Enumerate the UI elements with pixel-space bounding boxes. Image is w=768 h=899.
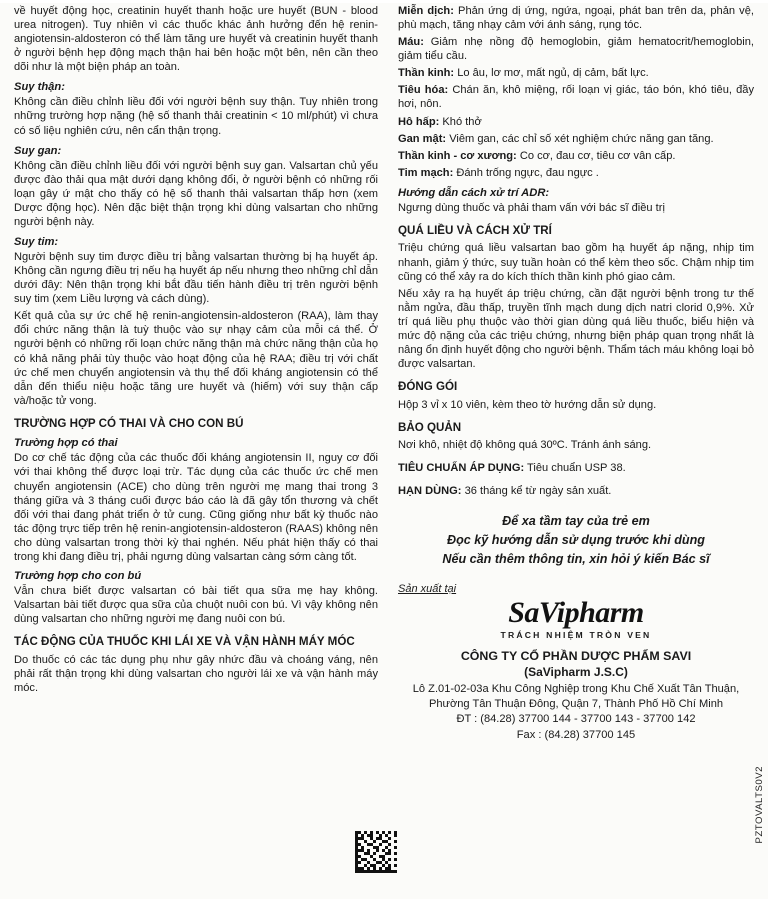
heading-breastfeeding: Trường hợp cho con bú	[14, 569, 142, 582]
adr-text-respiratory: Khó thở	[442, 115, 482, 128]
paragraph-suy-gan: Không cần điều chỉnh liều đối với người bệnh suy gan. Valsartan chủ yếu được đào thải qua mật dưới dạng không đổi, ở người bệnh có những rối loạn gây ứ mật cho thấy có hệ số thanh thải valsartan thấp hơn (xem Dược động học). Nên đặc biệt thận trọng khi dùng valsartan cho những người bệnh này.	[14, 159, 378, 228]
adr-label-musculoskeletal: Thần kinh - cơ xương:	[398, 149, 517, 162]
standard-label: TIÊU CHUẨN ÁP DỤNG:	[398, 462, 525, 475]
adr-label-hepatobiliary: Gan mật:	[398, 132, 447, 145]
warning-read-instructions: Đọc kỹ hướng dẫn sử dụng trước khi dùng	[447, 533, 705, 548]
company-name: CÔNG TY CỔ PHẦN DƯỢC PHẨM SAVI	[460, 648, 692, 663]
made-in-label: Sản xuất tại	[398, 583, 457, 596]
heading-suy-gan: Suy gan:	[14, 144, 62, 157]
company-address	[398, 682, 754, 743]
paragraph-overdose-1: Triệu chứng quá liều valsartan bao gồm hạ huyết áp nặng, nhịp tim nhanh, giảm ý thức, suy tuần hoàn có thể kèm theo sốc. Chậm nhịp tim cũng có thể xảy ra do kích thích thần kinh phó giao cảm.	[398, 242, 754, 283]
adr-text-immune: Phản ứng dị ứng, ngứa, ngoại, phát ban trên da, phản vệ, phù mạch, tăng nhạy cảm với ánh sáng, rụng tóc.	[398, 5, 754, 32]
fax-line: Fax : (84.28) 37700 145	[516, 728, 636, 741]
heading-driving-machinery: TÁC ĐỘNG CỦA THUỐC KHI LÁI XE VÀ VẬN HÀNH MÁY MÓC	[14, 635, 355, 649]
adr-item-nervous	[398, 66, 754, 80]
adr-text-musculoskeletal: Co cơ, đau cơ, tiêu cơ vân cấp.	[519, 149, 676, 162]
warning-ask-doctor: Nếu cần thêm thông tin, xin hỏi ý kiến Bác sĩ	[442, 552, 710, 567]
paragraph-driving-machinery: Do thuốc có các tác dụng phụ như gây nhức đầu và choáng váng, nên phải rất thận trọng khi dùng valsartan cho người lái xe và vận hành máy móc.	[14, 653, 378, 694]
adr-item-digestive	[398, 83, 754, 111]
adr-text-blood: Giảm nhẹ nồng độ hemoglobin, giảm hematocrit/hemoglobin, giảm tiểu cầu.	[398, 36, 754, 63]
adr-text-digestive: Chán ăn, khô miệng, rối loạn vị giác, táo bón, khó tiêu, đầy hơi, nôn.	[398, 84, 754, 111]
left-column	[14, 4, 388, 899]
heading-pregnancy-breastfeeding: TRƯỜNG HỢP CÓ THAI VÀ CHO CON BÚ	[14, 416, 244, 430]
adr-item-cardiac	[398, 166, 754, 180]
heading-suy-than: Suy thận:	[14, 81, 65, 94]
paragraph-overdose-2: Nếu xảy ra hạ huyết áp triệu chứng, cần đặt người bệnh trong tư thế nằm ngửa, đầu thấp, truyền tĩnh mạch dung dịch natri clorid 0,9%. Xử trí quá liều phụ thuộc vào thời gian dùng quá liều thuốc, biểu hiện và mức độ nặng của các triệu chứng, nhưng biện pháp quan trọng nhất là nâng ổn định huyết động cho người bệnh. Thẩm tách máu không loại bỏ được valsartan.	[398, 287, 754, 371]
heading-storage: BẢO QUẢN	[398, 420, 462, 434]
adr-text-nervous: Lo âu, lơ mơ, mất ngủ, dị cảm, bất lực.	[457, 67, 649, 80]
adr-item-hepatobiliary	[398, 132, 754, 146]
paragraph-suy-tim-2: Kết quả của sự ức chế hệ renin-angiotensin-aldosteron (RAA), làm thay đổi chức năng thận là tuỳ thuộc vào sự nhạy cảm của mỗi cá thể. Ở người bệnh có những rối loạn chức năng thận mà chức năng thận của họ có khả năng phải tùy thuộc vào hoạt động của hệ RAA; điều trị với chất ức chế men chuyển angiotensin và thụ thể đối kháng angiotensin có thể dẫn đến thiểu niệu hoặc tăng ure huyết và (hiếm) với suy thận cấp và/hoặc tử vong.	[14, 310, 378, 407]
paragraph-packaging: Hộp 3 vỉ x 10 viên, kèm theo tờ hướng dẫn sử dụng.	[398, 398, 657, 411]
adr-item-immune	[398, 4, 754, 32]
paragraph-breastfeeding: Vẫn chưa biết được valsartan có bài tiết qua sữa mẹ hay không. Valsartan bài tiết được qua sữa của chuột nuôi con bú. Vì vậy không nên dùng valsartan cho những người mẹ đang nuôi con bú.	[14, 584, 378, 626]
adr-text-cardiac: Đánh trống ngực, đau ngực .	[456, 166, 599, 179]
address-line-2: Phường Tân Thuận Đông, Quận 7, Thành Phố Hồ Chí Minh	[428, 698, 724, 710]
company-name-en: (SaVipharm J.S.C)	[524, 664, 628, 679]
adr-label-nervous: Thần kinh:	[398, 67, 455, 80]
right-column	[388, 4, 754, 899]
paragraph-adr-management: Ngưng dùng thuốc và phải tham vấn với bác sĩ điều trị	[398, 201, 665, 214]
adr-label-cardiac: Tim mạch:	[398, 166, 454, 179]
company-logo	[398, 597, 754, 640]
warning-keep-away-children: Để xa tầm tay của trẻ em	[502, 514, 650, 529]
heading-adr-management: Hướng dẫn cách xử trí ADR:	[398, 186, 550, 199]
heading-suy-tim: Suy tim:	[14, 236, 59, 249]
adr-item-blood	[398, 35, 754, 63]
standard-line	[398, 461, 754, 475]
adr-text-hepatobiliary: Viêm gan, các chỉ số xét nghiệm chức năng gan tăng.	[449, 132, 714, 145]
heading-overdose: QUÁ LIỀU VÀ CÁCH XỬ TRÍ	[398, 223, 552, 237]
expiry-line	[398, 484, 754, 498]
warnings-block	[398, 512, 754, 569]
paragraph-suy-tim-1: Người bệnh suy tim được điều trị bằng valsartan thường bị hạ huyết áp. Không cần ngưng điều trị nếu hạ huyết áp nếu nhưng theo những chỉ dẫn dưới đây: Nên thận trọng khi bắt đầu tiến hành điều trị trên người bệnh suy tim (xem Liều lượng và cách dùng).	[14, 251, 378, 306]
adr-label-respiratory: Hô hấp:	[398, 115, 440, 128]
heading-pregnancy: Trường hợp có thai	[14, 437, 118, 450]
address-line-1: Lô Z.01-02-03a Khu Công Nghiệp trong Khu Chế Xuất Tân Thuận,	[412, 682, 740, 695]
heading-packaging: ĐÓNG GÓI	[398, 380, 458, 394]
adr-item-respiratory	[398, 115, 754, 129]
print-code-vertical: PZTOVALTS0V2	[754, 765, 765, 843]
datamatrix-barcode	[355, 831, 397, 873]
logo-wordmark: SaVipharm	[508, 596, 644, 630]
logo-tagline: TRÁCH NHIỆM TRÒN VEN	[500, 629, 652, 640]
adr-label-digestive: Tiêu hóa:	[398, 84, 449, 97]
adr-label-immune: Miễn dịch:	[398, 5, 454, 17]
adr-item-musculoskeletal	[398, 149, 754, 163]
paragraph-suy-than: Không cần điều chỉnh liều đối với người bệnh suy thận. Tuy nhiên trong những trường hợp nặng (hệ số thanh thải creatinin < 10 ml/phút) vì chưa có số liệu nghiên cứu, nên cẩn thận trọng.	[14, 96, 378, 137]
expiry-value: 36 tháng kể từ ngày sản xuất.	[464, 485, 612, 498]
standard-value: Tiêu chuẩn USP 38.	[527, 462, 626, 475]
phone-line: ĐT : (84.28) 37700 144 - 37700 143 - 37700 142	[456, 713, 696, 726]
expiry-label: HẠN DÙNG:	[398, 485, 462, 498]
paragraph-pregnancy: Do cơ chế tác động của các thuốc đối kháng angiotensin II, nguy cơ đối với thai không thể được loại trừ. Tác dụng của các thuốc ức chế men chuyển angiotensin (ACE) cho dùng trên người mẹ mang thai trong 3 tháng giữa và 3 tháng cuối được báo cáo là đã gây tổn thương và chết đối với thai đang phát triển ở tử cung. Cũng giống như bất kỳ thuốc nào tác động trực tiếp trên hệ renin-angiotensin-aldosteron (RAAS) không nên cho dùng valsartan trong thời kỳ thai nghén. Nếu phát hiện thấy có thai trong khi đang điều trị, phải ngưng dùng valsartan càng sớm càng tốt.	[14, 452, 378, 563]
adr-label-blood: Máu:	[398, 36, 424, 49]
paragraph-storage: Nơi khô, nhiệt độ không quá 30ºC. Tránh ánh sáng.	[398, 439, 652, 452]
intro-paragraph: về huyết động học, creatinin huyết thanh hoặc ure huyết (BUN - blood urea nitrogen). Tuy nhiên vì các thuốc khác ảnh hưởng đến hệ renin-angiotensin-aldosteron có thể làm tăng ure huyết và creatinin huyết thanh ở người bệnh hẹp động mạch thận hai bên hoặc một bên, nên cần theo dõi như là một biện pháp an toàn.	[14, 5, 378, 74]
